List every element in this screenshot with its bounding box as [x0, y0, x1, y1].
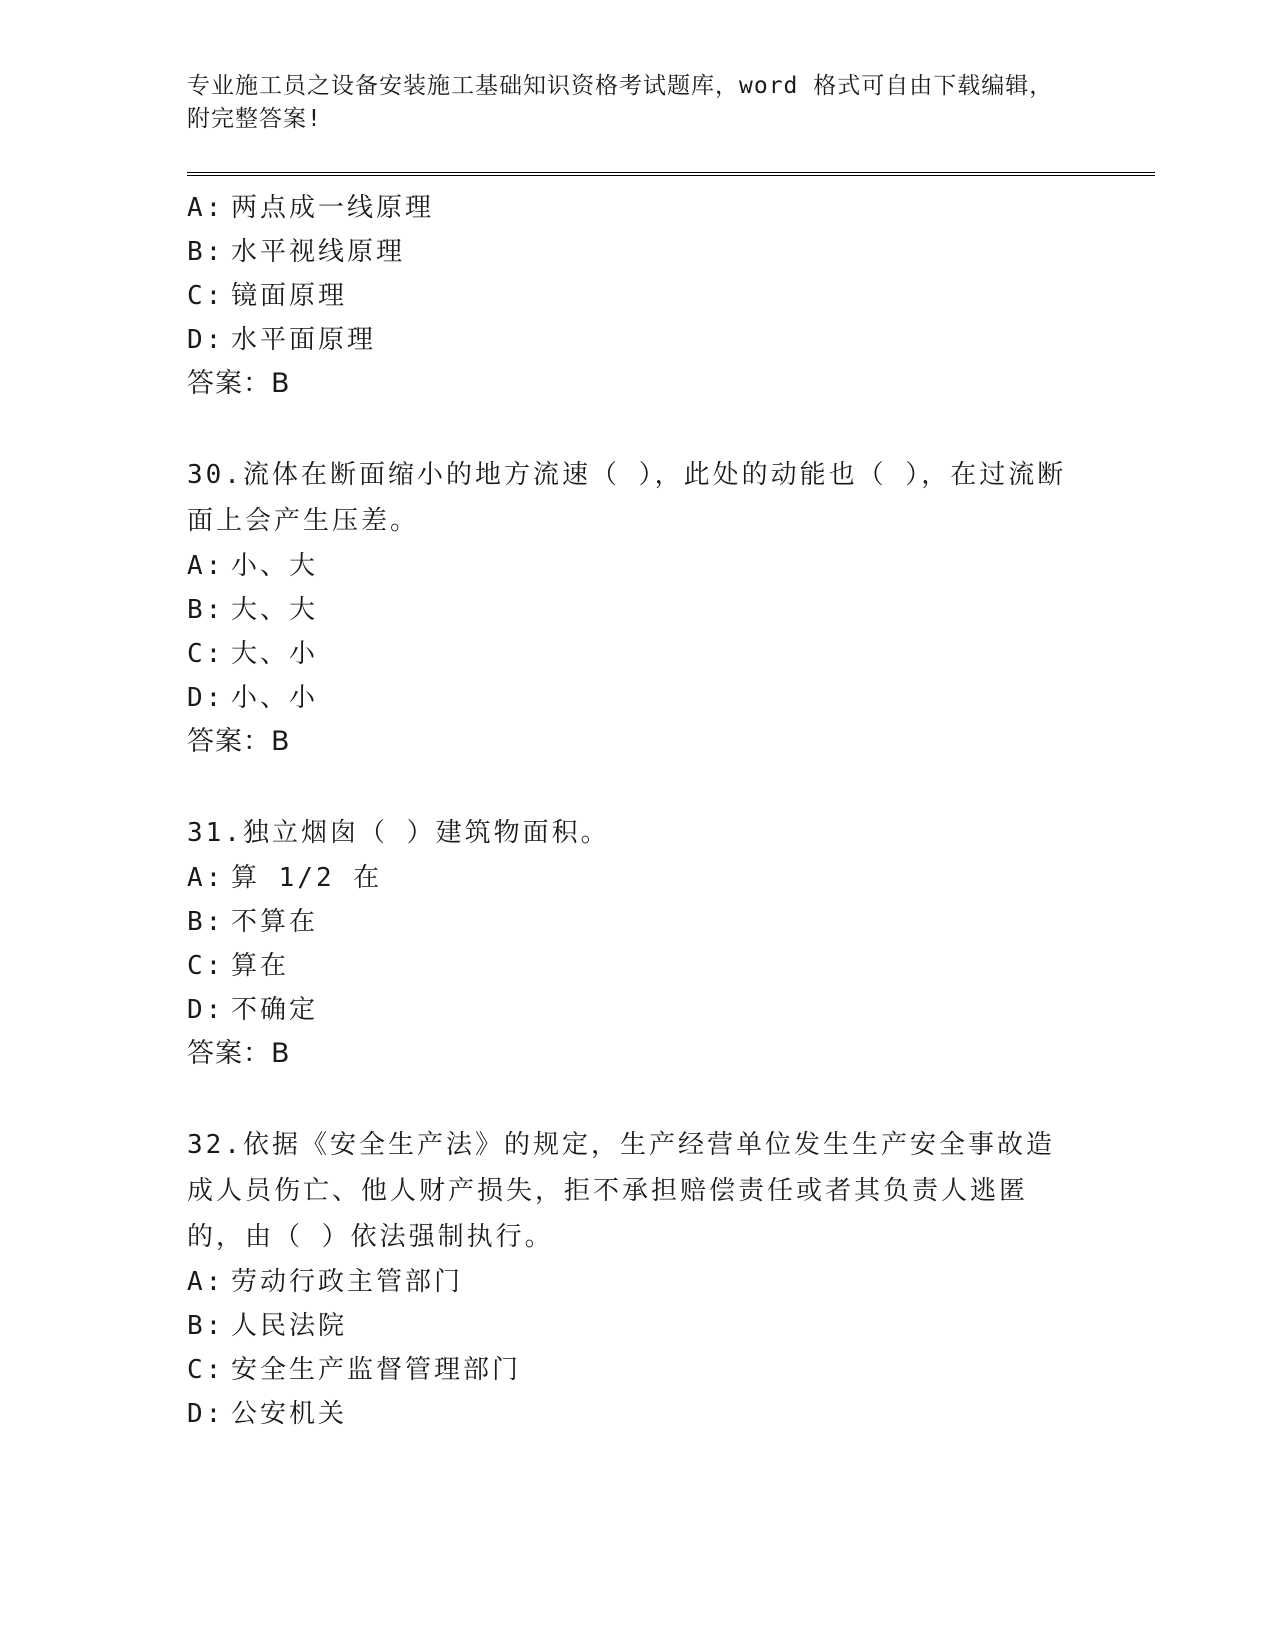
option-d: D: 水平面原理 — [187, 325, 377, 355]
option-c: C: 大、小 — [187, 639, 319, 669]
document-page — [187, 70, 1147, 1436]
option-b: B: 水平视线原理 — [187, 237, 406, 267]
option-b: B: 大、大 — [187, 595, 319, 625]
option-a: A: 两点成一线原理 — [187, 193, 435, 223]
header-line-1: 专业施工员之设备安装施工基础知识资格考试题库，word 格式可自由下载编辑， — [187, 73, 1054, 99]
question-31 — [187, 810, 1147, 1076]
header-divider — [187, 172, 1155, 176]
option-c: C: 算在 — [187, 951, 290, 981]
answer-line: 答案：B — [187, 726, 291, 757]
answer-line: 答案：B — [187, 1038, 291, 1069]
question-stem: 30.流体在断面缩小的地方流速（ ），此处的动能也（ ），在过流断面上会产生压差。 — [187, 460, 1067, 536]
questions-content — [187, 186, 1147, 1436]
question-29 — [187, 186, 1147, 406]
option-a: A: 劳动行政主管部门 — [187, 1267, 464, 1297]
question-32 — [187, 1122, 1147, 1436]
option-a: A: 小、大 — [187, 551, 319, 581]
option-d: D: 不确定 — [187, 995, 319, 1025]
question-stem: 32.依据《安全生产法》的规定，生产经营单位发生生产安全事故造成人员伤亡、他人财产损失，拒不承担赔偿责任或者其负责人逃匿的，由（ ）依法强制执行。 — [187, 1130, 1055, 1252]
option-b: B: 不算在 — [187, 907, 319, 937]
option-b: B: 人民法院 — [187, 1311, 348, 1341]
option-a: A: 算 1/2 在 — [187, 863, 383, 893]
question-stem: 31.独立烟囱（ ）建筑物面积。 — [187, 818, 610, 848]
document-header — [187, 70, 1067, 136]
question-30 — [187, 452, 1147, 764]
option-d: D: 小、小 — [187, 683, 319, 713]
option-c: C: 镜面原理 — [187, 281, 348, 311]
option-c: C: 安全生产监督管理部门 — [187, 1355, 522, 1385]
answer-line: 答案：B — [187, 368, 291, 399]
option-d: D: 公安机关 — [187, 1399, 348, 1429]
header-line-2: 附完整答案! — [187, 106, 322, 132]
